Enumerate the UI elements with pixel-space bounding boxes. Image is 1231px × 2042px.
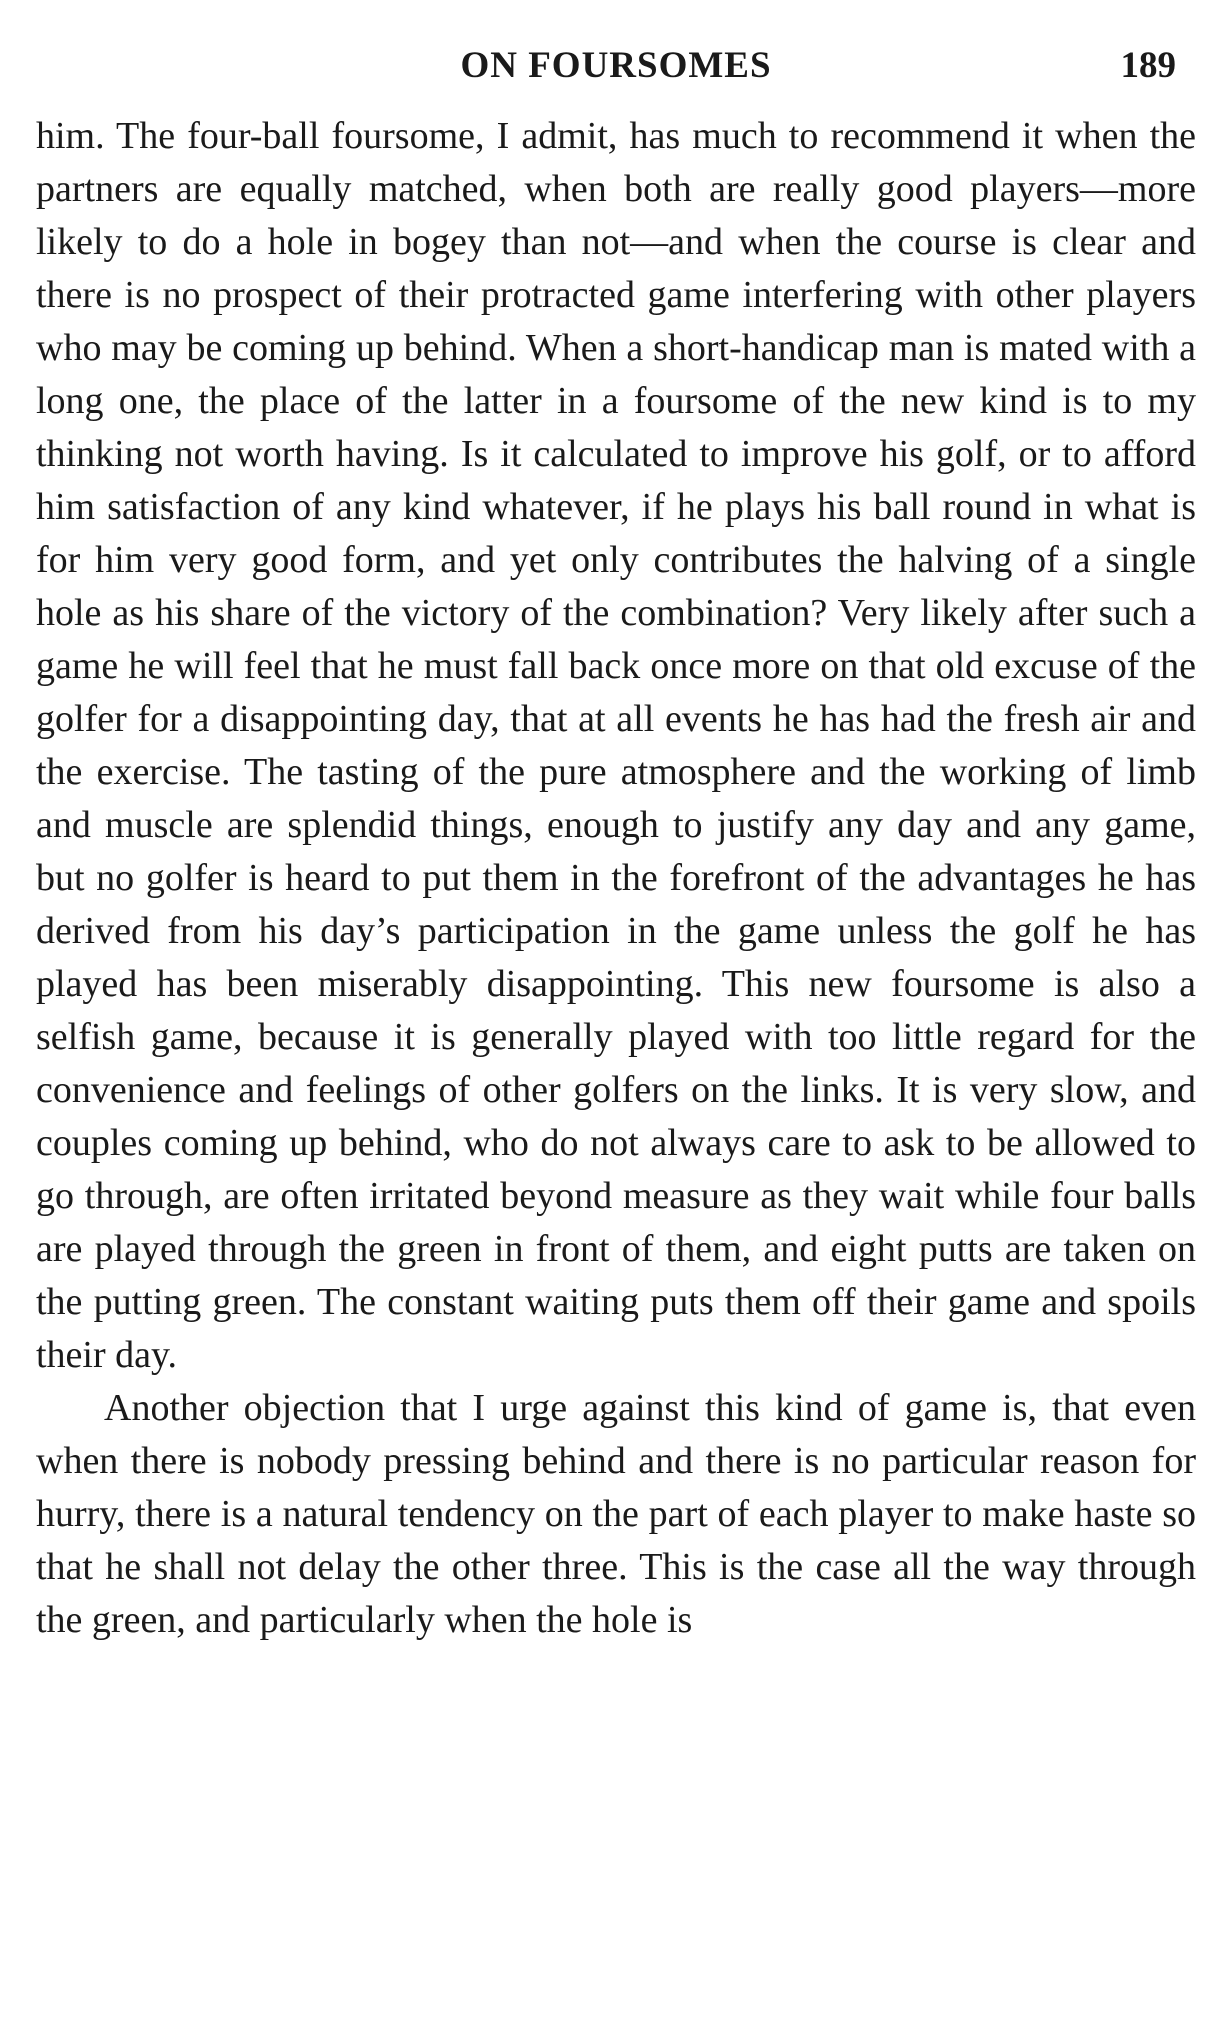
book-page <box>36 36 1196 2026</box>
paragraph-1: him. The four-ball foursome, I admit, has much to recommend it when the partners are equally matched, when both are really good players—more likely to do a hole in bogey than not—and when the course is clear and there is no prospect of their protracted game interfering with other players who may be coming up behind. When a short-handicap man is mated with a long one, the place of the latter in a foursome of the new kind is to my thinking not worth having. Is it calculated to improve his golf, or to afford him satisfaction of any kind whatever, if he plays his ball round in what is for him very good form, and yet only contributes the halving of a single hole as his share of the victory of the combination? Very likely after such a game he will feel that he must fall back once more on that old excuse of the golfer for a disappointing day, that at all events he has had the fresh air and the exercise. The tasting of the pure atmosphere and the working of limb and muscle are splendid things, enough to justify any day and any game, but no golfer is heard to put them in the forefront of the advantages he has derived from his day’s participation in the game unless the golf he has played has been miserably disappointing. This new foursome is also a selfish game, because it is generally played with too little regard for the convenience and feelings of other golfers on the links. It is very slow, and couples coming up behind, who do not always care to ask to be allowed to go through, are often irritated beyond measure as they wait while four balls are played through the green in front of them, and eight putts are taken on the putting green. The constant waiting puts them off their game and spoils their day. <box>36 115 1196 1376</box>
body-text <box>36 110 1196 1647</box>
page-number: 189 <box>1120 45 1176 86</box>
paragraph-2: Another objection that I urge against this kind of game is, that even when there is nobody pressing behind and there is no particular reason for hurry, there is a natural tendency on the part of each player to make haste so that he shall not delay the other three. This is the case all the way through the green, and particularly when the hole is <box>36 1387 1196 1641</box>
page-header <box>36 36 1196 96</box>
running-title: ON FOURSOMES <box>460 45 772 86</box>
